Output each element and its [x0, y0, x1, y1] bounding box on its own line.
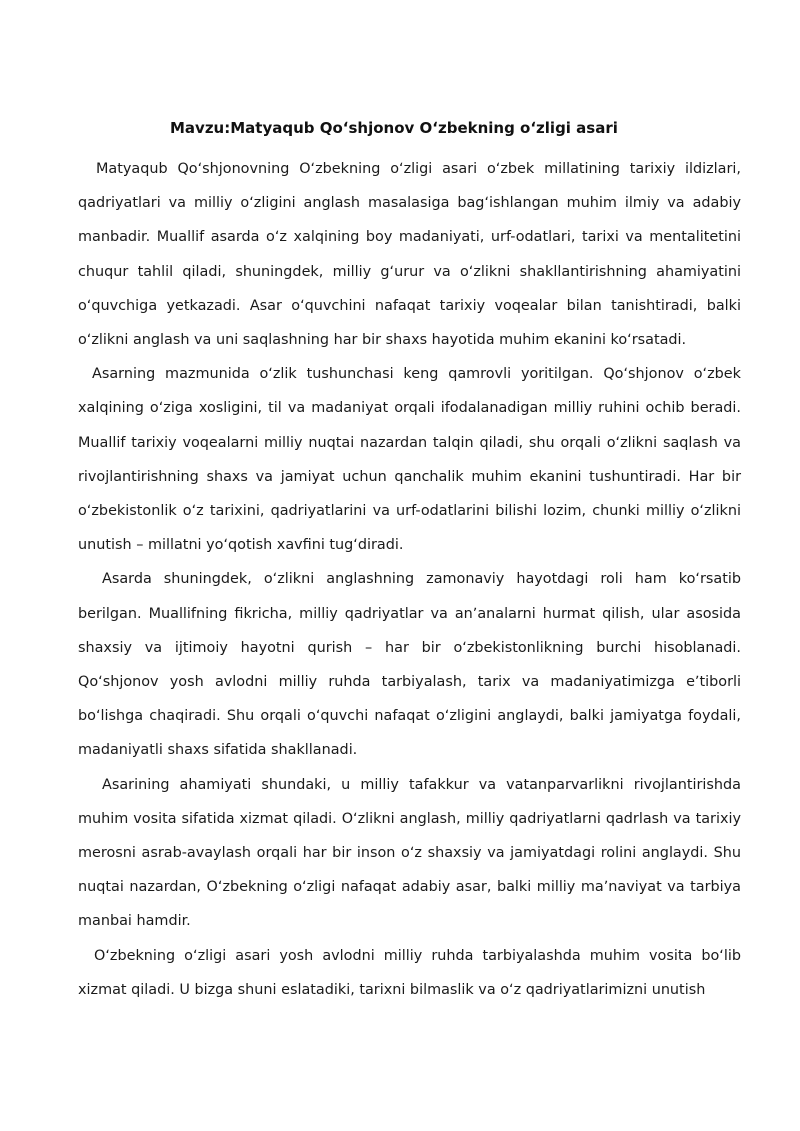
document-title: Mavzu:Matyaqub Qoʻshjonov Oʻzbekning oʻzligi asari [170, 119, 618, 137]
body-paragraph-3: Asarda shuningdek, oʻzlikni anglashning zamonaviy hayotdagi roli ham koʻrsatib berilgan. Muallifning fikricha, milliy qadriyatlar va anʼanalarni hurmat qilish, ular asosida shaxsiy va ijtimoiy hayotni qurish – har bir oʻzbekistonlikning burchi hisoblanadi. Qoʻshjonov yosh avlodni milliy ruhda tarbiyalash, tarix va madaniyatimizga eʼtiborli boʻlishga chaqiradi. Shu orqali oʻquvchi nafaqat oʻzligini anglaydi, balki jamiyatga foydali, madaniyatli shaxs sifatida shakllanadi. [78, 571, 741, 759]
body-paragraph-4: Asarining ahamiyati shundaki, u milliy tafakkur va vatanparvarlikni rivojlantirishda muhim vosita sifatida xizmat qiladi. Oʻzlikni anglash, milliy qadriyatlarni qadrlash va tarixiy merosni asrab-avaylash orqali har bir inson oʻz shaxsiy va jamiyatdagi rolini anglaydi. Shu nuqtai nazardan, Oʻzbekning oʻzligi nafaqat adabiy asar, balki milliy maʼnaviyat va tarbiya manbai hamdir. [78, 776, 741, 930]
body-paragraph-1: Matyaqub Qoʻshjonovning Oʻzbekning oʻzligi asari oʻzbek millatining tarixiy ildizlari, qadriyatlari va milliy oʻzligini anglash masalasiga bagʻishlangan muhim ilmiy va adabiy manbadir. Muallif asarda oʻz xalqining boy madaniyati, urf-odatlari, tarixi va mentalitetini chuqur tahlil qiladi, shuningdek, milliy gʻurur va oʻzlikni shakllantirishning ahamiyatini oʻquvchiga yetkazadi. Asar oʻquvchini nafaqat tarixiy voqealar bilan tanishtiradi, balki oʻzlikni anglash va uni saqlashning har bir shaxs hayotida muhim ekanini koʻrsatadi. [78, 161, 741, 349]
document-body [78, 152, 741, 1007]
body-paragraph-2: Asarning mazmunida oʻzlik tushunchasi keng qamrovli yoritilgan. Qoʻshjonov oʻzbek xalqining oʻziga xosligini, til va madaniyat orqali ifodalanadigan milliy ruhini ochib beradi. Muallif tarixiy voqealarni milliy nuqtai nazardan talqin qiladi, shu orqali oʻzlikni saqlash va rivojlantirishning shaxs va jamiyat uchun qanchalik muhim ekanini tushuntiradi. Har bir oʻzbekistonlik oʻz tarixini, qadriyatlarini va urf-odatlarini bilishi lozim, chunki milliy oʻzlikni unutish – millatni yoʻqotish xavfini tugʻdiradi. [78, 366, 741, 554]
body-paragraph-5: Oʻzbekning oʻzligi asari yosh avlodni milliy ruhda tarbiyalashda muhim vosita boʻlib xizmat qiladi. U bizga shuni eslatadiki, tarixni bilmaslik va oʻz qadriyatlarimizni unutish [78, 947, 741, 998]
